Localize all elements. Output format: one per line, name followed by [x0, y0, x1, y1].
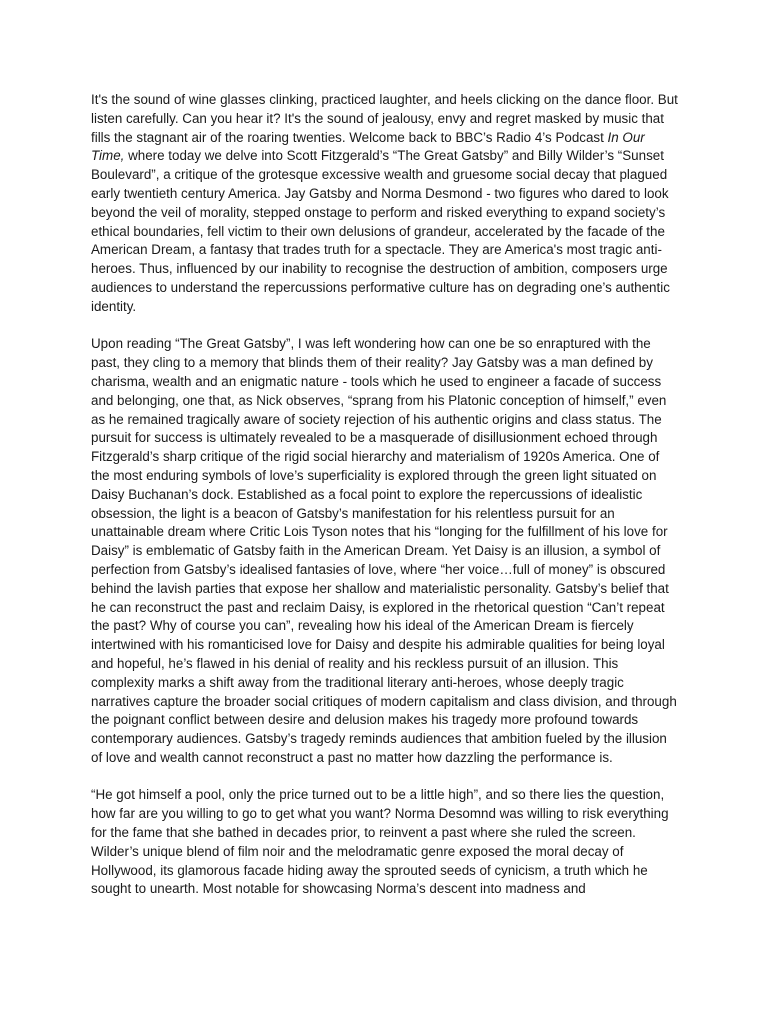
paragraph-text: where today we delve into Scott Fitzgerald’s “The Great Gatsby” and Billy Wilder’s “Sunset Boulevard”, a critique of the grotesque excessive wealth and gruesome social decay that plagued early twentieth century America. Jay Gatsby and Norma Desmond - two figures who dared to look beyond the veil of morality, stepped onstage to perform and risked everything to expand society’s ethical boundaries, fell victim to their own delusions of grandeur, accelerated by the facade of the American Dream, a fantasy that trades truth for a spectacle. They are America's most tragic anti-heroes. Thus, influenced by our inability to recognise the destruction of ambition, composers urge audiences to understand the repercussions performative culture has on degrading one’s authentic identity.	[91, 148, 670, 314]
sunset-boulevard-paragraph	[91, 786, 681, 899]
paragraph-text: It's the sound of wine glasses clinking, practiced laughter, and heels clicking on the dance floor. But listen carefully. Can you hear it? It's the sound of jealousy, envy and regret masked by music that fills the stagnant air of the roaring twenties. Welcome back to BBC’s Radio 4’s Podcast	[91, 92, 678, 145]
paragraph-text: “He got himself a pool, only the price turned out to be a little high”, and so there lies the question, how far are you willing to go to get what you want? Norma Desomnd was willing to risk everything for the fame that she bathed in decades prior, to reinvent a past where she ruled the screen. Wilder’s unique blend of film noir and the melodramatic genre exposed the moral decay of Hollywood, its glamorous facade hiding away the sprouted seeds of cynicism, a truth which he sought to unearth. Most notable for showcasing Norma’s descent into madness and	[91, 787, 669, 897]
document-page	[91, 91, 681, 918]
podcast-title: In Our Time,	[91, 129, 645, 164]
paragraph-text: Upon reading “The Great Gatsby”, I was left wondering how can one be so enraptured with the past, they cling to a memory that blinds them of their reality? Jay Gatsby was a man defined by charisma, wealth and an enigmatic nature - tools which he used to engineer a facade of success and belonging, one that, as Nick observes, “sprang from his Platonic conception of himself,” even as he remained tragically aware of society rejection of his authentic origins and class status. The pursuit for success is ultimately revealed to be a masquerade of disillusionment echoed through Fitzgerald’s sharp critique of the rigid social hierarchy and materialism of 1920s America. One of the most enduring symbols of love’s superficiality is explored through the green light situated on Daisy Buchanan’s dock. Established as a focal point to explore the repercussions of idealistic obsession, the light is a beacon of Gatsby’s manifestation for his relentless pursuit for an unattainable dream where Critic Lois Tyson notes that his “longing for the fulfillment of his love for Daisy” is emblematic of Gatsby faith in the American Dream. Yet Daisy is an illusion, a symbol of perfection from Gatsby’s idealised fantasies of love, where “her voice…full of money” is obscured behind the lavish parties that expose her shallow and materialistic personality. Gatsby’s belief that he can reconstruct the past and reclaim Daisy, is explored in the rhetorical question “Can’t repeat the past? Why of course you can”, revealing how his ideal of the American Dream is fiercely intertwined with his romanticised love for Daisy and despite his admirable qualities for being loyal and hopeful, he’s flawed in his denial of reality and his reckless pursuit of an illusion. This complexity marks a shift away from the traditional literary anti-heroes, whose deeply tragic narratives capture the broader social critiques of modern capitalism and class division, and through the poignant conflict between desire and delusion makes his tragedy more profound towards contemporary audiences. Gatsby’s tragedy reminds audiences that ambition fueled by the illusion of love and wealth cannot reconstruct a past no matter how dazzling the performance is.	[91, 336, 677, 765]
intro-paragraph	[91, 91, 681, 317]
gatsby-paragraph	[91, 335, 681, 767]
